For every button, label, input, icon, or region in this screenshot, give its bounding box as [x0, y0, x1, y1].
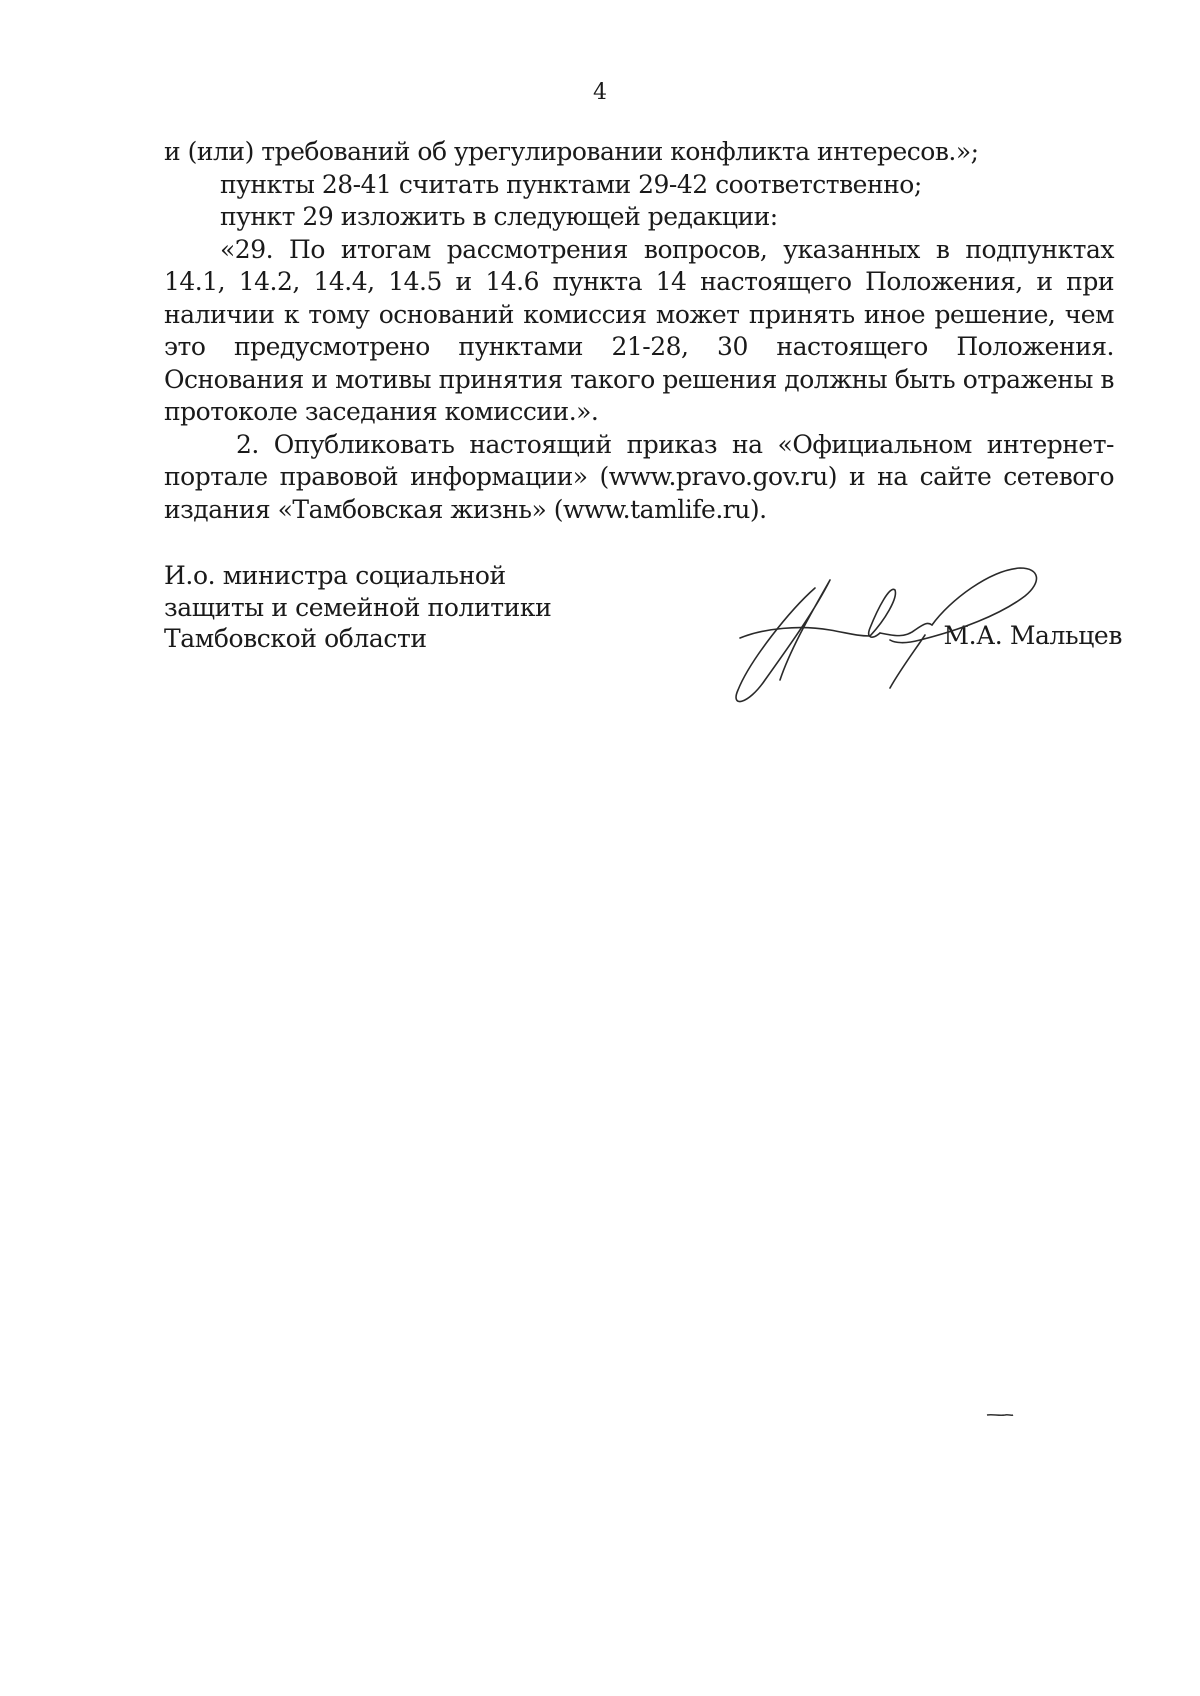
scan-mark [985, 1411, 1015, 1419]
handwritten-signature [720, 540, 1080, 710]
signatory-title-line: Тамбовской области [164, 624, 427, 653]
signatory-title-line: защиты и семейной политики [164, 592, 552, 622]
signer-name: М.А. Мальцев [943, 621, 1122, 650]
paragraph-continuation: и (или) требований об урегулировании конфликта интересов.»; [164, 137, 979, 166]
signatory-title [164, 560, 551, 655]
paragraph-point-29: «29. По итогам рассмотрения вопросов, указанных в подпунктах 14.1, 14.2, 14.4, 14.5 и 14.6 пункта 14 настоящего Положения, и при наличии к тому оснований комиссия может принять иное решение, чем это предусмотрено пунктами 21-28, 30 настоящего Положения. Основания и мотивы принятия такого решения должны быть отражены в протоколе заседания комиссии.». [164, 234, 1114, 426]
page-number: 4 [593, 80, 607, 105]
paragraph-renumbering: пункты 28-41 считать пунктами 29-42 соответственно; [220, 169, 922, 199]
signatory-title-line: И.о. министра социальной [164, 561, 506, 590]
document-body [164, 136, 1114, 526]
paragraph-new-wording-intro: пункт 29 изложить в следующей редакции: [220, 202, 778, 231]
paragraph-publication: 2. Опубликовать настоящий приказ на «Официальном интернет-портале правовой информации» (www.pravo.gov.ru) и на сайте сетевого издания «Тамбовская жизнь» (www.tamlife.ru). [164, 429, 1114, 524]
